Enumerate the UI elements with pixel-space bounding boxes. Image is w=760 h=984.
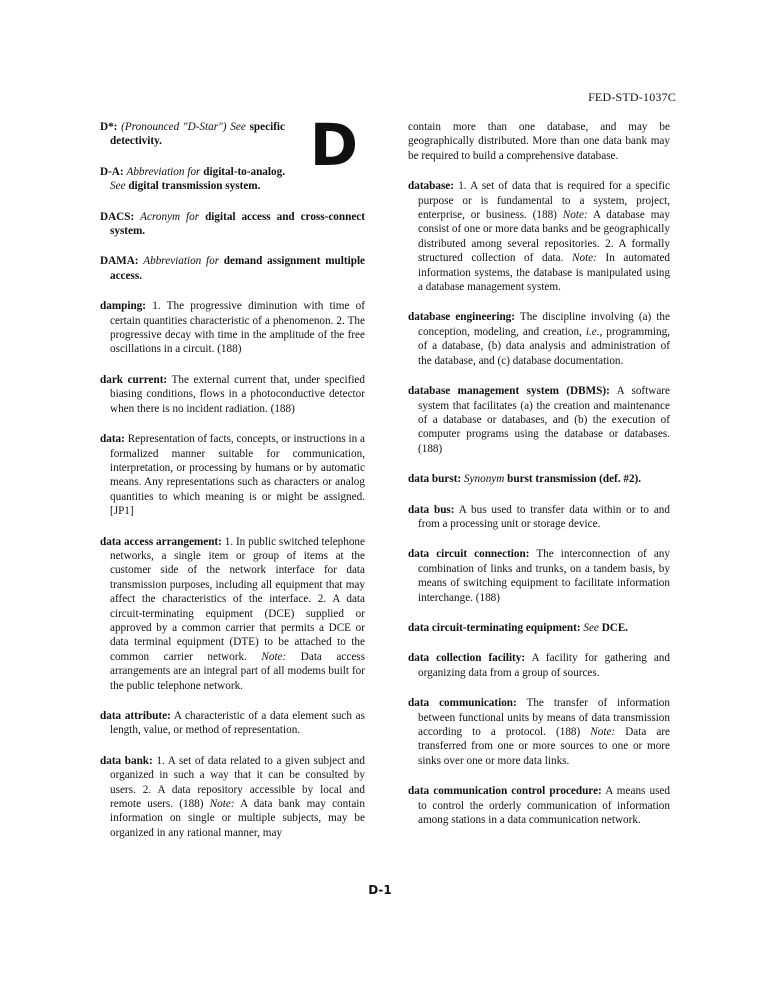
entry-data-attribute: data attribute: A characteristic of a data element such as length, value, or method of representation. — [100, 710, 365, 737]
entry-dama: DAMA: Abbreviation for demand assignment multiple access. — [100, 255, 366, 282]
entry-data-circuit-connection: data circuit connection: The interconnection of any combination of links and trunks, on a tandem basis, by means of switching equipment to facilitate information interchange. (188) — [408, 548, 670, 604]
right-column — [408, 120, 670, 843]
entry-data-bank: data bank: 1. A set of data related to a given subject and organized in such a way that it can be consulted by users. 2. A data repository accessible by local and remote users. (188) Note: A data bank may contain information on single or multiple subjects, may be organized in any rational manner, may — [100, 754, 365, 839]
entry-data: data: Representation of facts, concepts, or instructions in a formalized manner suitable for communication, interpretation, or processing by humans or by automatic means. Any representations such as characters or analog quantities to which meaning is or might be assigned. [JP1] — [100, 433, 366, 518]
entry-data-communication: data communication: The transfer of information between functional units by means of data transmission according to a protocol. (188) Note: Data are transferred from one or more sources to one or more sinks over one or more data links. — [408, 697, 671, 767]
entry-damping: damping: 1. The progressive diminution with time of certain quantities characteristic of a phenomenon. 2. The progressive decay with time in the amplitude of the free oscillations in a circuit. (188) — [100, 300, 365, 356]
entry-data-communication-control-procedure: data communication control procedure: A means used to control the orderly communication of information among stations in a data communication network. — [408, 785, 670, 827]
entry-d-a: D-A: Abbreviation for digital-to-analog. See digital transmission system. — [100, 165, 285, 193]
entry-database-engineering: database engineering: The discipline involving (a) the conception, modeling, and creation, i.e., programming, of a database, (b) data analysis and administration of the database, and (c) database documentation. — [408, 311, 670, 367]
entry-data-access-arrangement: data access arrangement: 1. In public switched telephone networks, a single item or group of items at the customer side of the network interface for data transmission purposes, including all equipment that may affect the characteristics of the interface. 2. A data circuit-terminating equipment (DCE) supplied or approved by a common carrier that permits a DCE or data terminal equipment (DTE) to be attached to the common carrier network. Note: Data access arrangements are an integral part of all modems built for the public telephone network. — [100, 535, 365, 692]
entry-database: database: 1. A set of data that is required for a specific purpose or is fundamental to a system, project, enterprise, or business. (188) Note: A database may consist of one or more data banks and be geographically distributed among several repositories. 2. A formally structured collection of data. Note: In automated information systems, the database is manipulated using a database management system. — [408, 180, 671, 294]
left-column — [100, 120, 365, 856]
entry-d-star: D*: (Pronounced "D-Star") See specific detectivity. — [100, 121, 285, 148]
entry-data-bus: data bus: A bus used to transfer data within or to and from a processing unit or storage device. — [408, 503, 670, 530]
entry-data-burst: data burst: Synonym burst transmission (def. #2). — [408, 473, 642, 486]
page-number: D-1 — [368, 883, 392, 897]
entry-dbms: database management system (DBMS): A software system that facilitates (a) the creation and maintenance of a database or databases, and (b) the execution of computer programs using the database or databases. (188) — [408, 385, 670, 455]
entry-data-circuit-terminating-equipment: data circuit-terminating equipment: See DCE. — [408, 621, 629, 634]
entry-data-bank-continued: contain more than one database, and may be geographically distributed. More than one data bank may be required to build a comprehensive database. — [408, 121, 670, 162]
entry-dark-current: dark current: The external current that, under specified biasing conditions, flows in a photoconductive detector when there is no incident radiation. (188) — [100, 373, 365, 415]
document-id: FED-STD-1037C — [588, 90, 676, 104]
entry-data-collection-facility: data collection facility: A facility for gathering and organizing data from a group of sources. — [408, 652, 670, 679]
section-letter: D — [309, 111, 359, 179]
entry-dacs: DACS: Acronym for digital access and cross-connect system. — [100, 210, 366, 238]
